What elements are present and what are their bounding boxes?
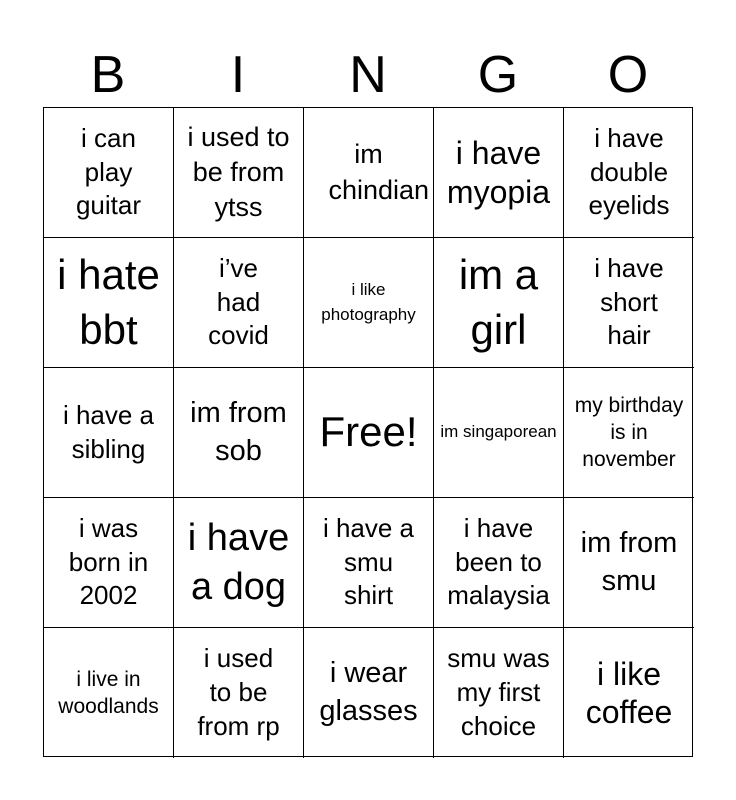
bingo-cell[interactable] — [304, 628, 434, 758]
bingo-cell[interactable] — [44, 628, 174, 758]
bingo-cell[interactable] — [174, 628, 304, 758]
bingo-cell[interactable] — [434, 108, 564, 238]
header-letter-g: G — [477, 46, 519, 104]
bingo-header — [43, 42, 693, 108]
bingo-cell[interactable] — [564, 108, 694, 238]
cell-text: i have myopia — [446, 135, 551, 210]
cell-text: i like coffee — [585, 655, 673, 730]
bingo-cell[interactable] — [564, 238, 694, 368]
bingo-cell[interactable] — [564, 368, 694, 498]
bingo-cell[interactable] — [174, 368, 304, 498]
cell-text: i used to be from ytss — [187, 121, 290, 223]
bingo-cell[interactable] — [304, 368, 434, 498]
cell-text: im from smu — [580, 526, 678, 597]
cell-text: i used to be from rp — [197, 643, 280, 741]
cell-text: Free! — [319, 408, 418, 456]
cell-text: my birthday is in november — [574, 393, 684, 472]
bingo-cell[interactable] — [44, 368, 174, 498]
cell-text: i wear glasses — [319, 657, 418, 727]
cell-text: i can play guitar — [75, 122, 142, 221]
cell-text: i like photography — [321, 279, 416, 324]
bingo-cell[interactable] — [564, 498, 694, 628]
cell-text: im singaporean — [440, 422, 557, 442]
bingo-cell[interactable] — [304, 498, 434, 628]
bingo-cell[interactable] — [174, 238, 304, 368]
bingo-cell[interactable] — [44, 498, 174, 628]
bingo-cell[interactable] — [564, 628, 694, 758]
bingo-cell[interactable] — [304, 108, 434, 238]
cell-text: i have a smu shirt — [322, 512, 415, 611]
cell-text: i have double eyelids — [588, 122, 670, 221]
cell-text: im a girl — [458, 250, 539, 353]
header-letter-i: I — [230, 46, 246, 104]
header-letter-o: O — [607, 46, 649, 104]
bingo-cell[interactable] — [434, 368, 564, 498]
bingo-cell[interactable] — [304, 238, 434, 368]
cell-text: i live in woodlands — [58, 667, 159, 718]
bingo-cell[interactable] — [174, 108, 304, 238]
header-letter-n: N — [349, 46, 387, 104]
cell-text: i have a dog — [187, 516, 290, 608]
cell-text: i’ve had covid — [208, 252, 269, 351]
bingo-board — [43, 107, 693, 757]
bingo-cell[interactable] — [434, 238, 564, 368]
bingo-cell[interactable] — [174, 498, 304, 628]
cell-text: i hate bbt — [57, 250, 160, 353]
bingo-cell[interactable] — [44, 108, 174, 238]
cell-text: im from sob — [190, 396, 287, 467]
cell-text: i was born in 2002 — [68, 512, 149, 611]
bingo-cell[interactable] — [434, 628, 564, 758]
cell-text: i have a sibling — [62, 399, 155, 464]
cell-text: smu was my first choice — [447, 643, 550, 741]
bingo-cell[interactable] — [434, 498, 564, 628]
cell-text: i have short hair — [594, 252, 664, 351]
header-letter-b: B — [90, 46, 126, 104]
cell-text: i have been to malaysia — [447, 512, 550, 611]
cell-text: im chindian — [328, 139, 430, 205]
bingo-cell[interactable] — [44, 238, 174, 368]
